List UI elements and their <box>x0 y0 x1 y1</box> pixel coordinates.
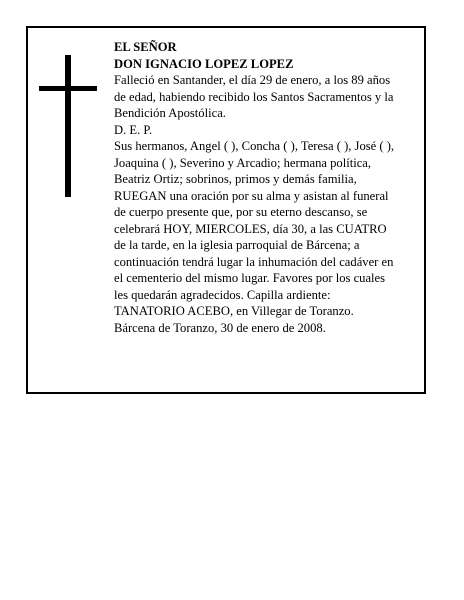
cross-vertical-beam <box>65 55 71 197</box>
body-line: RUEGAN una oración por su alma y asistan al funeral <box>114 188 389 203</box>
date-place-line: Bárcena de Toranzo, 30 de enero de 2008. <box>114 320 326 335</box>
body-line: Joaquina ( ), Severino y Arcadio; hermana política, <box>114 155 372 170</box>
notice-title-line1: EL SEÑOR <box>114 40 177 54</box>
body-line: continuación tendrá lugar la inhumación del cadáver en <box>114 254 394 269</box>
body-line: de edad, habiendo recibido los Santos Sacramentos y la <box>114 89 394 104</box>
notice-text <box>114 39 422 336</box>
body-line: les quedarán agradecidos. Capilla ardiente: <box>114 287 331 302</box>
body-line: celebrará HOY, MIERCOLES, día 30, a las CUATRO <box>114 221 387 236</box>
body-line: TANATORIO ACEBO, en Villegar de Toranzo. <box>114 304 354 318</box>
body-line: Beatriz Ortiz; sobrinos, primos y demás familia, <box>114 172 357 186</box>
body-line: de la tarde, en la iglesia parroquial de Bárcena; a <box>114 238 360 252</box>
deceased-name: DON IGNACIO LOPEZ LOPEZ <box>114 56 294 71</box>
body-line: Falleció en Santander, el día 29 de enero, a los 89 años <box>114 73 391 87</box>
cross-horizontal-beam <box>39 86 97 91</box>
obituary-notice <box>26 26 426 394</box>
body-line: Sus hermanos, Angel ( ), Concha ( ), Teresa ( ), José ( ), <box>114 139 395 153</box>
body-line: Bendición Apostólica. <box>114 106 226 120</box>
body-line: el cementerio del mismo lugar. Favores por los cuales <box>114 271 386 285</box>
body-line: de cuerpo presente que, por su eterno descanso, se <box>114 205 368 219</box>
dep-line: D. E. P. <box>114 122 153 137</box>
